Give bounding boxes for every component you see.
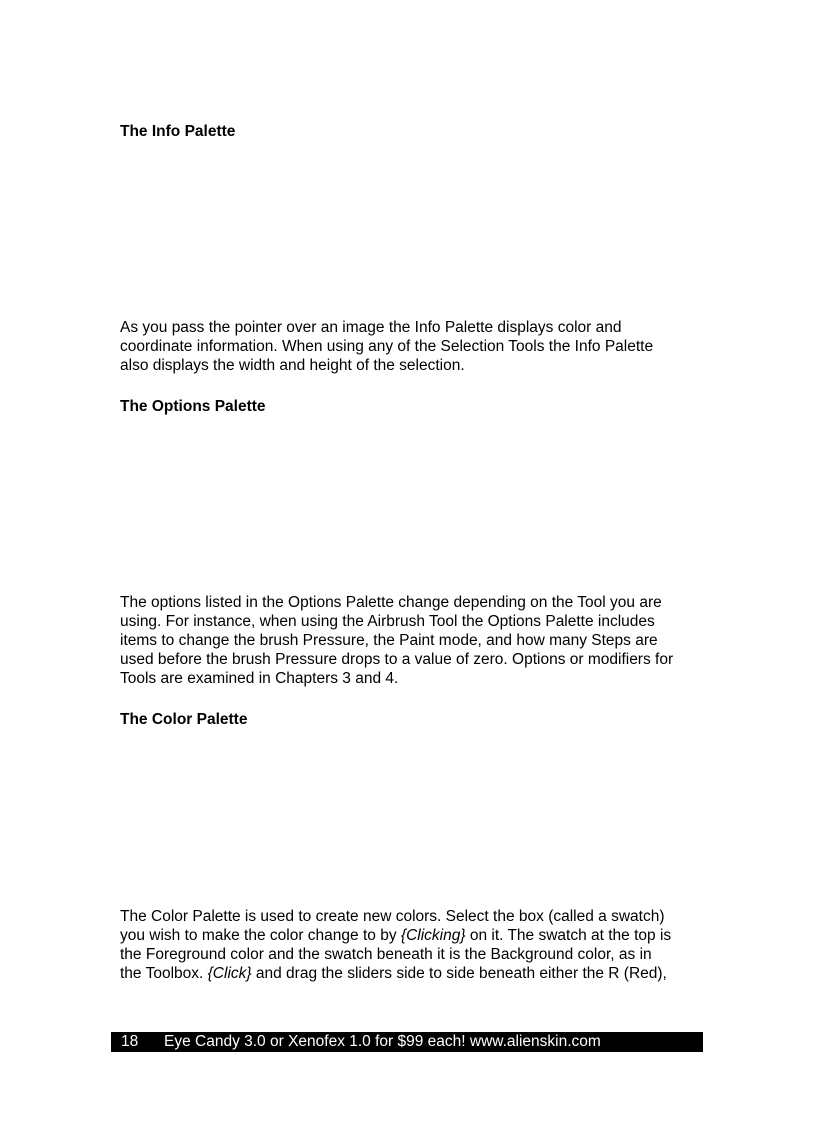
- italic-term: {Click}: [207, 965, 252, 982]
- section-title-color-palette: The Color Palette: [120, 711, 248, 728]
- italic-term: {Clicking}: [400, 927, 466, 944]
- text-line: The Color Palette is used to create new colors. Select the box (called a swatch): [120, 908, 665, 925]
- section-title-info-palette: The Info Palette: [120, 123, 236, 140]
- text-run: and drag the sliders side to side beneath either the R (Red),: [251, 965, 667, 982]
- text-line: used before the brush Pressure drops to a value of zero. Options or modifiers for: [120, 651, 674, 668]
- page-footer-bar: [111, 1032, 703, 1052]
- info-palette-paragraph: [120, 318, 710, 375]
- text-line: the Foreground color and the swatch beneath it is the Background color, as in: [120, 946, 652, 963]
- text-line: [120, 964, 710, 983]
- text-line: Tools are examined in Chapters 3 and 4.: [120, 670, 399, 687]
- color-palette-paragraph: [120, 907, 710, 983]
- text-line: coordinate information. When using any of the Selection Tools the Info Palette: [120, 338, 654, 355]
- text-line: items to change the brush Pressure, the Paint mode, and how many Steps are: [120, 632, 658, 649]
- section-title-options-palette: The Options Palette: [120, 398, 266, 415]
- text-run: the Toolbox.: [120, 965, 208, 982]
- text-line: also displays the width and height of the selection.: [120, 357, 465, 374]
- text-line: As you pass the pointer over an image the Info Palette displays color and: [120, 319, 622, 336]
- page-number: 18: [121, 1033, 139, 1050]
- text-run: you wish to make the color change to by: [120, 927, 401, 944]
- text-line: using. For instance, when using the Airbrush Tool the Options Palette includes: [120, 613, 655, 630]
- text-run: on it. The swatch at the top is: [465, 927, 672, 944]
- text-line: [120, 926, 710, 945]
- footer-advert-text: Eye Candy 3.0 or Xenofex 1.0 for $99 each! www.alienskin.com: [164, 1033, 601, 1050]
- options-palette-paragraph: [120, 593, 710, 688]
- text-line: The options listed in the Options Palette change depending on the Tool you are: [120, 594, 662, 611]
